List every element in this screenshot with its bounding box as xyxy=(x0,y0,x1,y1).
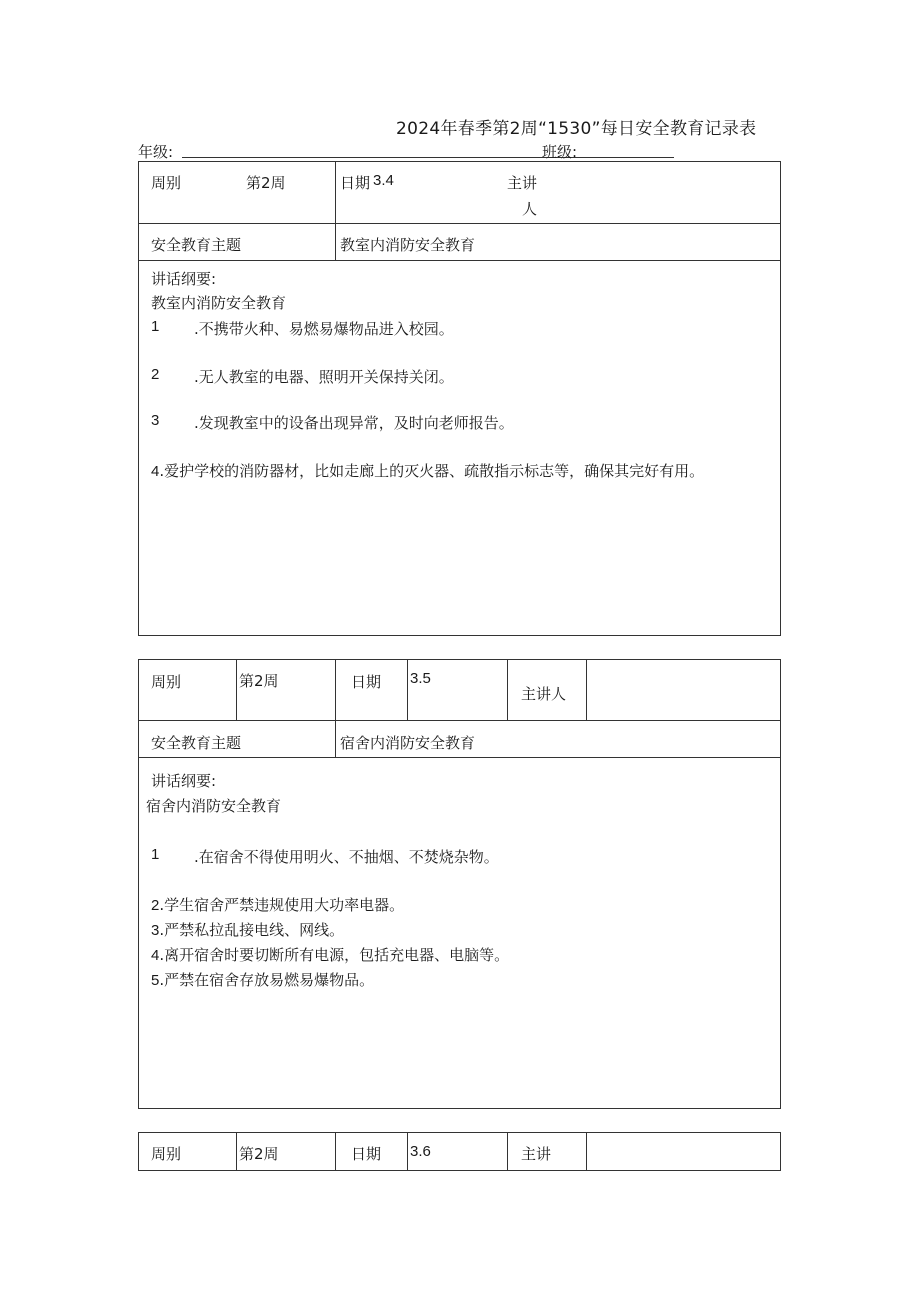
record-1-row-divider xyxy=(138,223,781,224)
record-2-col-divider xyxy=(407,659,408,721)
date-label: 日期 xyxy=(340,174,371,192)
record-table-2 xyxy=(138,659,781,1109)
grade-class-row xyxy=(138,141,598,159)
list-item xyxy=(151,944,509,965)
list-item: .在宿舍不得使用明火、不抽烟、不焚烧杂物。 xyxy=(194,848,499,866)
topic-value: 宿舍内消防安全教育 xyxy=(340,734,476,752)
speaker-label: 主讲 xyxy=(521,1145,552,1163)
date-value: 3.5 xyxy=(410,670,431,687)
date-label: 日期 xyxy=(351,1145,382,1163)
week-label: 周别 xyxy=(151,1145,182,1163)
list-item-text: .离开宿舍时要切断所有电源，包括充电器、电脑等。 xyxy=(159,946,510,964)
list-item-number: 5 xyxy=(151,972,160,989)
list-item xyxy=(151,969,374,990)
page-title: 2024年春季第2周“1530”每日安全教育记录表 xyxy=(396,119,757,139)
outline-title: 教室内消防安全教育 xyxy=(151,294,287,312)
date-label: 日期 xyxy=(351,673,382,691)
list-item: .发现教室中的设备出现异常，及时向老师报告。 xyxy=(194,414,514,432)
outline-title: 宿舍内消防安全教育 xyxy=(146,797,282,815)
outline-label: 讲话纲要: xyxy=(151,772,217,790)
list-item-text: .严禁在宿舍存放易燃易爆物品。 xyxy=(159,971,375,989)
date-value: 3.6 xyxy=(410,1143,431,1160)
list-item-number: 1 xyxy=(151,318,160,335)
record-2-col-divider xyxy=(507,659,508,721)
speaker-label: 主讲 xyxy=(507,174,538,192)
topic-label: 安全教育主题 xyxy=(151,734,242,752)
list-item xyxy=(151,919,344,940)
record-2-row-divider xyxy=(138,720,781,721)
record-3-col-divider xyxy=(586,1132,587,1171)
list-item xyxy=(151,460,704,481)
speaker-label: 主讲人 xyxy=(521,685,567,703)
topic-value: 教室内消防安全教育 xyxy=(340,236,476,254)
list-item-number: 1 xyxy=(151,846,160,863)
record-2-col-divider xyxy=(586,659,587,721)
date-value: 3.4 xyxy=(373,172,394,189)
outline-label: 讲话纲要: xyxy=(151,270,217,288)
list-item-number: 4 xyxy=(151,947,160,964)
list-item-text: .学生宿舍严禁违规使用大功率电器。 xyxy=(159,896,405,914)
record-2-col-divider xyxy=(236,659,237,721)
list-item-number: 3 xyxy=(151,922,160,939)
list-item-number: 2 xyxy=(151,897,160,914)
week-label: 周别 xyxy=(151,174,182,192)
record-3-col-divider xyxy=(236,1132,237,1171)
speaker-label-wrap: 人 xyxy=(522,200,538,218)
record-table-1 xyxy=(138,161,781,636)
record-1-col-divider xyxy=(335,161,336,261)
week-value: 第2周 xyxy=(239,672,279,690)
record-2-row-divider xyxy=(138,757,781,758)
list-item xyxy=(151,894,404,915)
record-2-col-divider xyxy=(335,659,336,758)
list-item-text: .严禁私拉乱接电线、网线。 xyxy=(159,921,345,939)
record-3-col-divider xyxy=(407,1132,408,1171)
week-value: 第2周 xyxy=(239,1145,279,1163)
list-item: .不携带火种、易燃易爆物品进入校园。 xyxy=(194,320,454,338)
grade-label: 年级: xyxy=(138,143,174,161)
record-3-col-divider xyxy=(335,1132,336,1171)
week-value: 第2周 xyxy=(246,174,286,192)
week-label: 周别 xyxy=(151,673,182,691)
record-1-row-divider xyxy=(138,260,781,261)
list-item-number: 2 xyxy=(151,366,160,383)
record-table-3 xyxy=(138,1132,781,1171)
list-item-number: 4 xyxy=(151,463,160,480)
grade-underline xyxy=(182,157,674,158)
list-item-text: .爱护学校的消防器材，比如走廊上的灭火器、疏散指示标志等，确保其完好有用。 xyxy=(159,462,705,480)
list-item-number: 3 xyxy=(151,412,160,429)
list-item: .无人教室的电器、照明开关保持关闭。 xyxy=(194,368,454,386)
topic-label: 安全教育主题 xyxy=(151,236,242,254)
record-3-col-divider xyxy=(507,1132,508,1171)
class-label: 班级: xyxy=(542,143,578,161)
